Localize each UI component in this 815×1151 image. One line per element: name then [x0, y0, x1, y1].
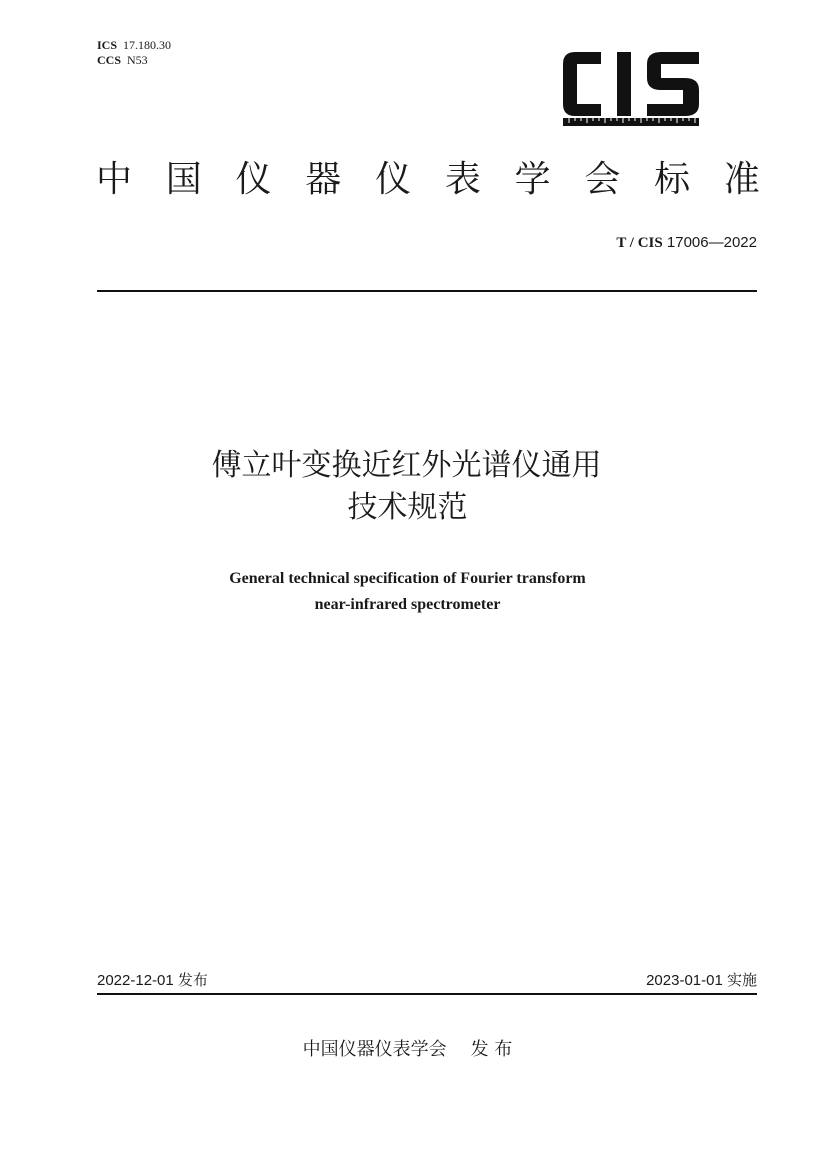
title-char: 标 — [654, 159, 691, 200]
title-char: 表 — [444, 159, 481, 200]
chinese-title-line1: 傅立叶变换近红外光谱仪通用 — [211, 448, 602, 483]
bottom-divider — [97, 993, 757, 995]
chinese-title — [0, 445, 815, 529]
title-char: 会 — [584, 159, 621, 200]
top-divider — [97, 290, 757, 292]
title-char: 国 — [165, 159, 202, 200]
implementation-date: 2023-01-01 实施 — [646, 972, 757, 989]
title-char: 准 — [723, 159, 760, 200]
english-title — [0, 566, 815, 618]
publisher-name: 中国仪器仪表学会 — [302, 1039, 447, 1060]
standard-number: T / CIS 17006—2022 — [616, 234, 757, 251]
classification-codes — [97, 38, 171, 68]
title-char: 仪 — [235, 159, 272, 200]
title-char: 中 — [96, 159, 133, 200]
ccs-code: CCS N53 — [97, 53, 148, 67]
publisher-action: 发 布 — [470, 1039, 513, 1060]
title-char: 仪 — [375, 159, 412, 200]
chinese-title-line2: 技术规范 — [347, 490, 468, 525]
ics-code: ICS 17.180.30 — [97, 38, 172, 52]
organization-standard-title — [96, 156, 760, 204]
title-char: 器 — [305, 159, 342, 200]
issue-date: 2022-12-01 发布 — [97, 972, 208, 989]
title-char: 学 — [514, 159, 551, 200]
publisher — [0, 1035, 815, 1061]
english-title-line2: near-infrared spectrometer — [314, 596, 501, 613]
cis-logo — [561, 46, 701, 128]
english-title-line1: General technical specification of Fourier transform — [229, 570, 586, 587]
